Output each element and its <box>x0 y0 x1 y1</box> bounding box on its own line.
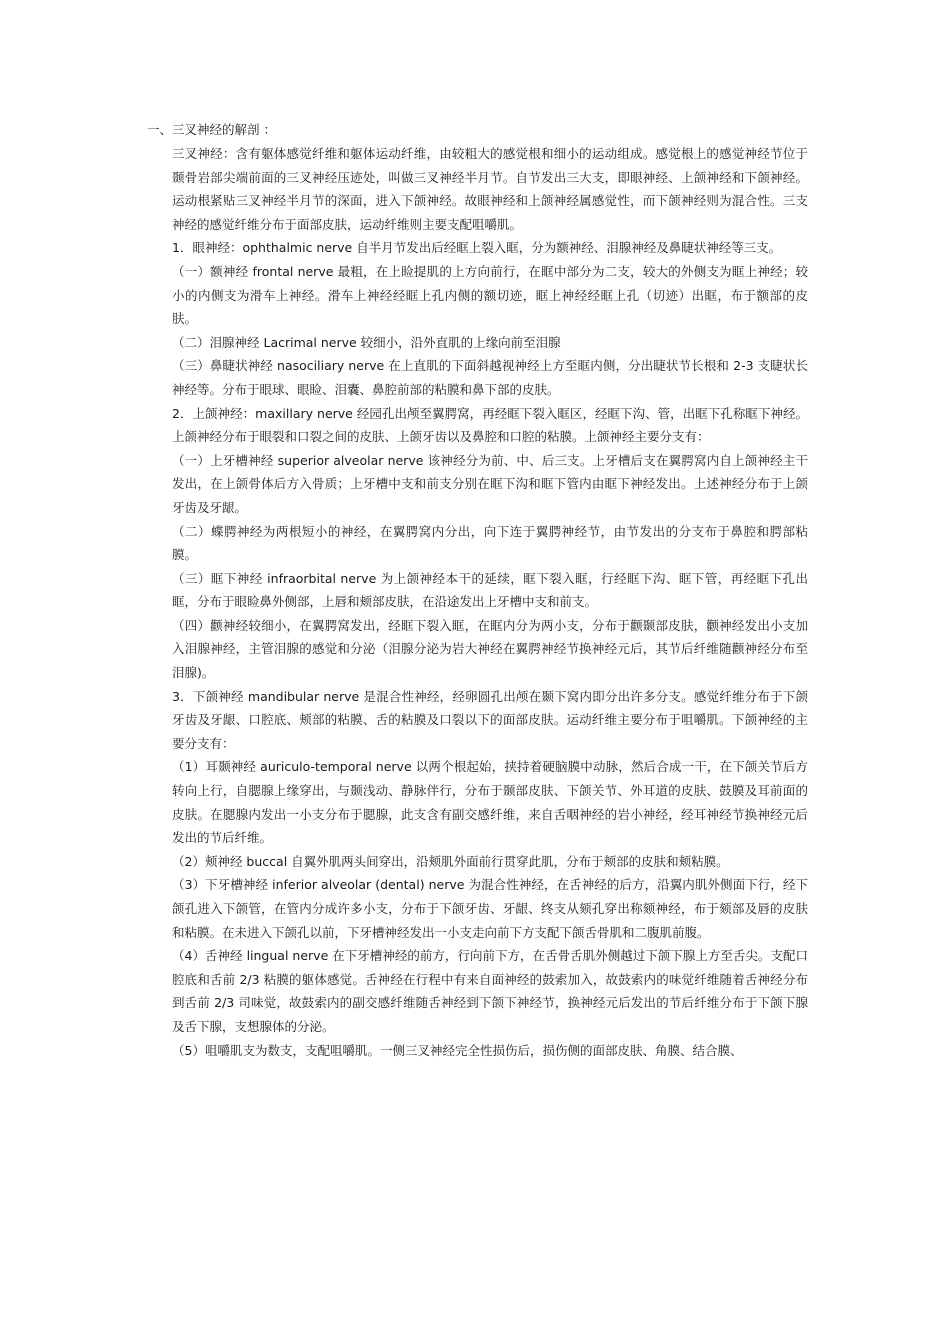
paragraph-nasociliary-nerve: （三）鼻睫状神经 nasociliary nerve 在上直肌的下面斜越视神经上方至眶内侧，分出睫状节长根和 2-3 支睫状长神经等。分布于眼球、眼睑、泪囊、鼻腔前部的粘膜和鼻下部的皮肤。 <box>172 358 808 397</box>
paragraph-maxillary-nerve: 2．上颌神经：maxillary nerve 经园孔出颅至翼腭窝，再经眶下裂入眶区，经眶下沟、管，出眶下孔称眶下神经。上颌神经分布于眼裂和口裂之间的皮肤、上颌牙齿以及鼻腔和口腔的粘膜。上颌神经主要分支有： <box>172 405 808 445</box>
paragraph-lacrimal-nerve: （二）泪腺神经 Lacrimal nerve 较细小，沿外直肌的上缘向前至泪腺 <box>172 334 561 350</box>
document-body <box>172 142 808 1062</box>
paragraph-trigeminal-overview: 三叉神经：含有躯体感觉纤维和躯体运动纤维，由较粗大的感觉根和细小的运动组成。感觉根上的感觉神经节位于颞骨岩部尖端前面的三叉神经压迹处，叫做三叉神经半月节。自节发出三大支，即眼神经、上颌神经和下颌神经。运动根紧贴三叉神经半月节的深面，进入下颌神经。故眼神经和上颌神经属感觉性，而下颌神经则为混合性。三支神经的感觉纤维分布于面部皮肤，运动纤维则主要支配咀嚼肌。 <box>172 146 808 232</box>
paragraph-buccal-nerve: （2）颊神经 buccal 自翼外肌两头间穿出，沿颊肌外面前行贯穿此肌，分布于颊部的皮肤和颊粘膜。 <box>172 853 729 869</box>
paragraph-masticatory-branches: （5）咀嚼肌支为数支，支配咀嚼肌。一侧三叉神经完全性损伤后，损伤侧的面部皮肤、角膜、结合膜、 <box>172 1042 743 1058</box>
paragraph-ophthalmic-nerve: 1．眼神经：ophthalmic nerve 自半月节发出后经眶上裂入眶，分为额神经、泪腺神经及鼻睫状神经等三支。 <box>172 240 782 256</box>
paragraph-infraorbital-nerve: （三）眶下神经 infraorbital nerve 为上颌神经本干的延续，眶下裂入眶，行经眶下沟、眶下管，再经眶下孔出眶，分布于眼睑鼻外侧部，上唇和颊部皮肤，在沿途发出上牙槽中支和前支。 <box>172 570 808 610</box>
paragraph-lingual-nerve: （4）舌神经 lingual nerve 在下牙槽神经的前方，行向前下方，在舌骨舌肌外侧越过下颌下腺上方至舌尖。支配口腔底和舌前 2/3 粘膜的躯体感觉。舌神经在行程中有来自面神经的鼓索加入，故鼓索内的味觉纤维随着舌神经分布到舌前 2/3 司味觉，故鼓索内的副交感纤维随舌神经到下颌下神经节，换神经元后发出的节后纤维分布于下颌下腺及舌下腺，支想腺体的分泌。 <box>172 948 808 1034</box>
paragraph-auriculotemporal-nerve: （1）耳颞神经 auriculo-temporal nerve 以两个根起始，挟持着硬脑膜中动脉，然后合成一干，在下颌关节后方转向上行，自腮腺上缘穿出，与颞浅动、静脉伴行，分布于颞部皮肤、下颌关节、外耳道的皮肤、鼓膜及耳前面的皮肤。在腮腺内发出一小支分布于腮腺，此支含有副交感纤维，来自舌咽神经的岩小神经，经耳神经节换神经元后发出的节后纤维。 <box>172 759 808 846</box>
paragraph-frontal-nerve: （一）额神经 frontal nerve 最粗，在上睑提肌的上方向前行，在眶中部分为二支，较大的外侧支为眶上神经；较小的内侧支为滑车上神经。滑车上神经经眶上孔内侧的额切迹，眶上神经经眶上孔（切迹）出眶，布于额部的皮肤。 <box>172 263 808 327</box>
section-heading: 一、三叉神经的解剖 ： <box>147 122 276 137</box>
paragraph-superior-alveolar-nerve: （一）上牙槽神经 superior alveolar nerve 该神经分为前、中、后三支。上牙槽后支在翼腭窝内自上颌神经主干发出，在上颌骨体后方入骨质；上牙槽中支和前支分别在眶下沟和眶下管内由眶下神经发出。上述神经分布于上颌牙齿及牙龈。 <box>172 452 808 515</box>
paragraph-sphenopalatine-nerve: （二）蝶腭神经为两根短小的神经，在翼腭窝内分出，向下连于翼腭神经节，由节发出的分支布于鼻腔和腭部粘膜。 <box>172 523 808 563</box>
paragraph-inferior-alveolar-nerve: （3）下牙槽神经 inferior alveolar (dental) nerve 为混合性神经，在舌神经的后方，沿翼内肌外侧面下行，经下颌孔进入下颌管，在管内分成许多小支，分布于下颌牙齿、牙龈、终支从颏孔穿出称颏神经，布于颏部及唇的皮肤和粘膜。在未进入下颌孔以前，下牙槽神经发出一小支走向前下方支配下颌舌骨肌和二腹肌前腹。 <box>172 877 808 940</box>
paragraph-mandibular-nerve: 3．下颌神经 mandibular nerve 是混合性神经，经卵圆孔出颅在颞下窝内即分出许多分支。感觉纤维分布于下颌牙齿及牙龈、口腔底、颊部的粘膜、舌的粘膜及口裂以下的面部皮肤。运动纤维主要分布于咀嚼肌。下颌神经的主要分支有： <box>172 688 808 751</box>
paragraph-zygomatic-nerve: （四）颧神经较细小，在翼腭窝发出，经眶下裂入眶，在眶内分为两小支，分布于颧颞部皮肤，颧神经发出小支加入泪腺神经，主管泪腺的感觉和分泌（泪腺分泌为岩大神经在翼腭神经节换神经元后，其节后纤维随颧神经分布至泪腺)。 <box>172 617 808 681</box>
